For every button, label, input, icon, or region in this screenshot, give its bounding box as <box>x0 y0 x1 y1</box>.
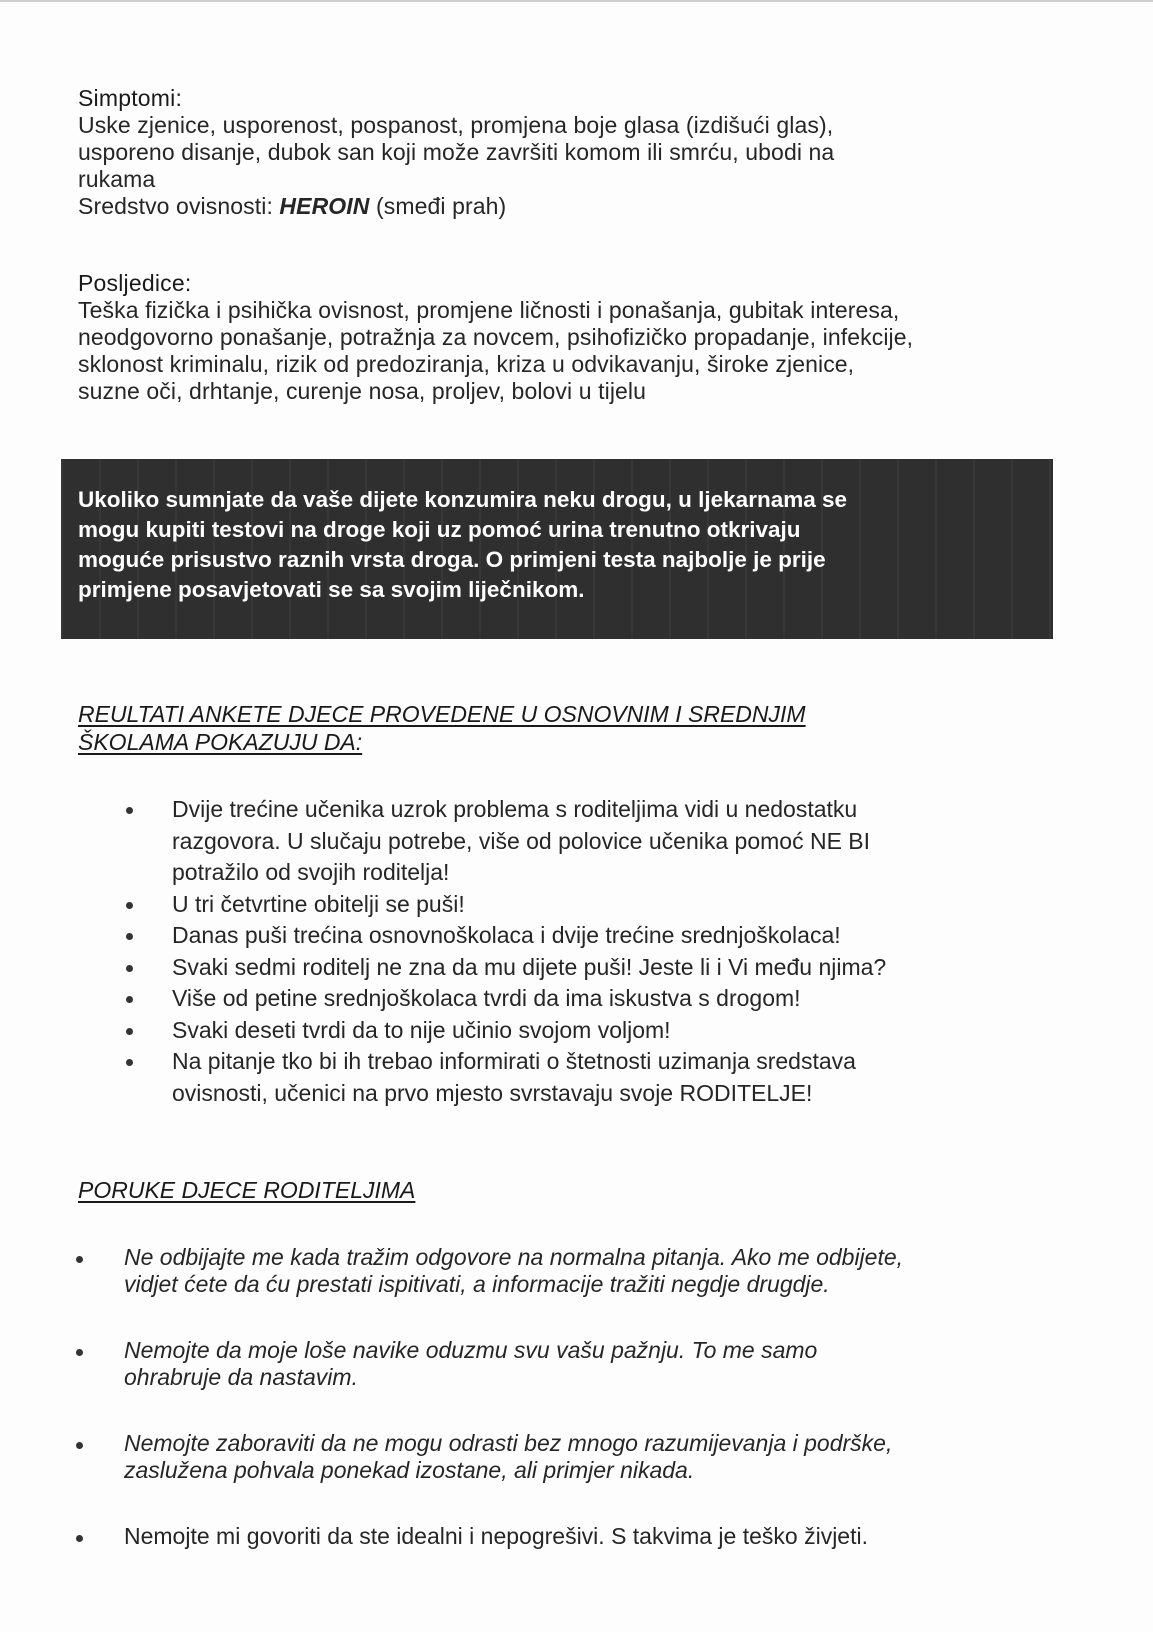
callout-line: moguće prisustvo raznih vrsta droga. O primjeni testa najbolje je prije <box>78 547 826 572</box>
list-item: Na pitanje tko bi ih trebao informirati o štetnosti uzimanja sredstava ovisnosti, učenici na prvo mjesto svrstavaju svoje RODITELJE! <box>126 1046 1026 1109</box>
posljedice-line: sklonost kriminalu, rizik od predoziranja, kriza u odvikavanju, široke zjenice, <box>78 351 855 377</box>
simptomi-label: Simptomi: <box>78 85 183 111</box>
callout-line: primjene posavjetovati se sa svojim liječnikom. <box>78 577 585 602</box>
rezultati-heading-line: REULTATI ANKETE DJECE PROVEDENE U OSNOVNIM I SREDNJIM <box>78 701 806 727</box>
simptomi-section <box>78 84 1038 220</box>
list-item: Danas puši trećina osnovnoškolaca i dvije trećine srednjoškolaca! <box>126 920 1026 952</box>
list-item: Svaki deseti tvrdi da to nije učinio svojom voljom! <box>126 1015 1026 1047</box>
posljedice-section <box>78 269 1038 405</box>
simptomi-line: rukama <box>78 166 156 192</box>
poruke-heading: PORUKE DJECE RODITELJIMA <box>78 1177 416 1203</box>
list-item: Dvije trećine učenika uzrok problema s roditeljima vidi u nedostatku razgovora. U slučaju potrebe, više od polovice učenika pomoć NE BI potražilo od svojih roditelja! <box>126 794 1026 889</box>
posljedice-label: Posljedice: <box>78 270 192 296</box>
bullet-icon <box>126 902 133 909</box>
rezultati-heading-line: ŠKOLAMA POKAZUJU DA: <box>78 729 363 755</box>
list-item: Nemojte zaboraviti da ne mogu odrasti bez mnogo razumijevanja i podrške, zaslužena pohvala ponekad izostane, ali primjer nikada. <box>76 1430 1036 1484</box>
bullet-icon <box>126 965 133 972</box>
simptomi-line: usporeno disanje, dubok san koji može završiti komom ili smrću, ubodi na <box>78 139 835 165</box>
posljedice-line: suzne oči, drhtanje, curenje nosa, proljev, bolovi u tijelu <box>78 378 647 404</box>
bullet-icon <box>126 807 133 814</box>
callout-text <box>78 485 1033 605</box>
scan-edge <box>0 0 1153 2</box>
list-item: U tri četvrtine obitelji se puši! <box>126 889 1026 921</box>
rezultati-heading <box>78 700 978 756</box>
bullet-icon <box>126 996 133 1003</box>
callout-line: Ukoliko sumnjate da vaše dijete konzumira neku drogu, u ljekarnama se <box>78 487 847 512</box>
simptomi-line: Uske zjenice, usporenost, pospanost, promjena boje glasa (izdišući glas), <box>78 112 834 138</box>
list-item: Više od petine srednjoškolaca tvrdi da ima iskustva s drogom! <box>126 983 1026 1015</box>
list-item: Nemojte da moje loše navike oduzmu svu vašu pažnju. To me samo ohrabruje da nastavim. <box>76 1337 1036 1391</box>
bullet-icon <box>76 1535 83 1542</box>
bullet-icon <box>76 1256 83 1263</box>
sredstvo-line <box>78 193 1038 220</box>
list-item: Nemojte mi govoriti da ste idealni i nepogrešivi. S takvima je teško živjeti. <box>76 1523 1036 1550</box>
sredstvo-name: HEROIN <box>279 193 370 219</box>
list-item: Ne odbijajte me kada tražim odgovore na normalna pitanja. Ako me odbijete, vidjet ćete da ću prestati ispitivati, a informacije tražiti negdje drugdje. <box>76 1244 1036 1298</box>
posljedice-line: Teška fizička i psihička ovisnost, promjene ličnosti i ponašanja, gubitak interesa, <box>78 297 900 323</box>
list-item: Svaki sedmi roditelj ne zna da mu dijete puši! Jeste li i Vi među njima? <box>126 952 1026 984</box>
bullet-icon <box>126 933 133 940</box>
posljedice-line: neodgovorno ponašanje, potražnja za novcem, psihofizičko propadanje, infekcije, <box>78 324 914 350</box>
poruke-list <box>76 1244 1036 1550</box>
bullet-icon <box>126 1028 133 1035</box>
sredstvo-prefix: Sredstvo ovisnosti: <box>78 193 280 219</box>
rezultati-list <box>126 794 1026 1109</box>
warning-callout-box <box>61 459 1053 639</box>
bullet-icon <box>76 1442 83 1449</box>
sredstvo-suffix: (smeđi prah) <box>369 193 507 219</box>
bullet-icon <box>126 1059 133 1066</box>
bullet-icon <box>76 1349 83 1356</box>
callout-line: mogu kupiti testovi na droge koji uz pomoć urina trenutno otkrivaju <box>78 517 801 542</box>
